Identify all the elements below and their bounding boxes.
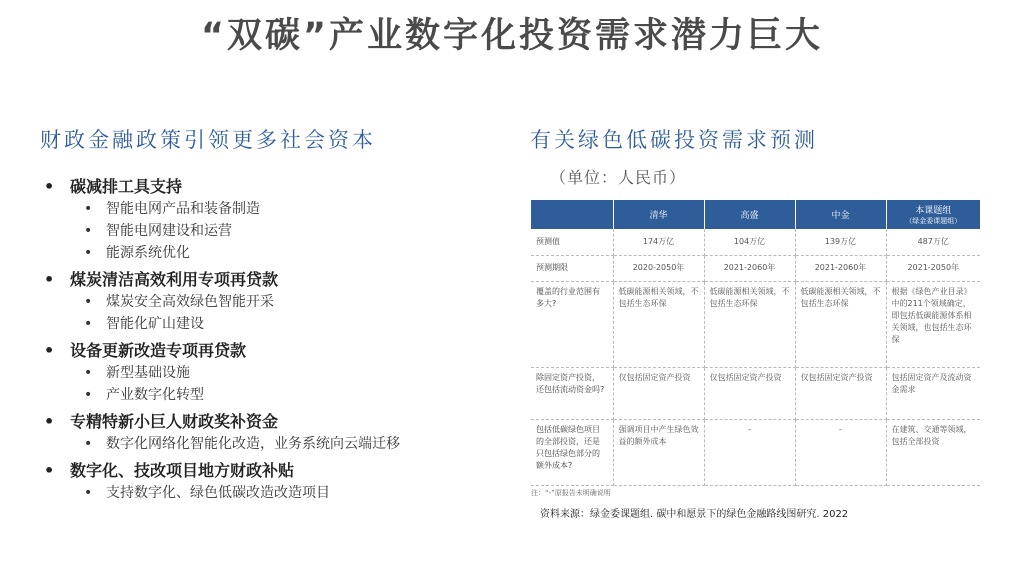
table-cell: - xyxy=(795,419,886,485)
investment-forecast-table xyxy=(531,200,980,486)
table-header-cell: 高盛 xyxy=(704,200,795,229)
table-cell: 包括固定资产及流动资金需求 xyxy=(886,367,980,419)
table-cell: 低碳能源相关领域，不包括生态环保 xyxy=(704,281,795,367)
header-sub-label: （绿金委课题组） xyxy=(905,217,962,225)
table-header-cell xyxy=(531,200,613,229)
row-header-cell: 预测值 xyxy=(531,229,613,255)
table-cell: 低碳能源相关领域，不包括生态环保 xyxy=(613,281,704,367)
bullet-group-label: • 碳减排工具支持 xyxy=(44,175,494,198)
table-cell: 仅包括固定资产投资 xyxy=(613,367,704,419)
table-cell: 2021-2060年 xyxy=(704,255,795,281)
table-header-row xyxy=(531,200,980,229)
table-row xyxy=(531,255,980,281)
table-cell: 104万亿 xyxy=(704,229,795,255)
table-cell: 487万亿 xyxy=(886,229,980,255)
table-cell: 根据《绿色产业目录》中的211个领域确定，即包括低碳能源体系相关领域，也包括生态环保 xyxy=(886,281,980,367)
table-cell: 在建筑、交通等领域，包括全部投资 xyxy=(886,419,980,485)
bullet-group-label: • 专精特新小巨人财政奖补资金 xyxy=(44,410,494,433)
row-header-cell: 除固定资产投资，还包括流动资金吗? xyxy=(531,367,613,419)
bullet-sub-item: • 支持数字化、绿色低碳改造改造项目 xyxy=(44,482,494,504)
table-cell: - xyxy=(704,419,795,485)
table-cell: 仅包括固定资产投资 xyxy=(795,367,886,419)
table-header-cell: 中金 xyxy=(795,200,886,229)
table-cell: 174万亿 xyxy=(613,229,704,255)
source-citation: 资料来源：绿金委课题组. 碳中和愿景下的绿色金融路线图研究. 2022 xyxy=(540,509,849,520)
row-header-cell: 预测期限 xyxy=(531,255,613,281)
row-header-cell: 覆盖的行业范围有多大? xyxy=(531,281,613,367)
unit-label: （单位：人民币） xyxy=(550,168,687,187)
table-row xyxy=(531,229,980,255)
table-header-cell xyxy=(886,200,980,229)
row-header-cell: 包括低碳绿色项目的全部投资，还是只包括绿色部分的额外成本? xyxy=(531,419,613,485)
table-cell: 2021-2050年 xyxy=(886,255,980,281)
bullet-group-label: • 煤炭清洁高效利用专项再贷款 xyxy=(44,268,494,291)
table-cell: 139万亿 xyxy=(795,229,886,255)
table-cell: 强调项目中产生绿色效益的额外成本 xyxy=(613,419,704,485)
table-row xyxy=(531,281,980,367)
bullet-sub-item: • 智能电网产品和装备制造 xyxy=(44,198,494,220)
bullet-sub-item: • 煤炭安全高效绿色智能开采 xyxy=(44,291,494,313)
right-section-heading: 有关绿色低碳投资需求预测 xyxy=(530,128,818,152)
header-main-label: 本课题组 xyxy=(915,206,952,216)
bullet-sub-item: • 智能电网建设和运营 xyxy=(44,220,494,242)
policy-bullet-list xyxy=(44,175,494,504)
table-row xyxy=(531,367,980,419)
bullet-sub-item: • 智能化矿山建设 xyxy=(44,313,494,335)
bullet-group-label: • 数字化、技改项目地方财政补贴 xyxy=(44,459,494,482)
table-cell: 2021-2060年 xyxy=(795,255,886,281)
bullet-sub-item: • 产业数字化转型 xyxy=(44,384,494,406)
bullet-sub-item: • 新型基础设施 xyxy=(44,362,494,384)
table-cell: 低碳能源相关领域，不包括生态环保 xyxy=(795,281,886,367)
bullet-group-label: • 设备更新改造专项再贷款 xyxy=(44,339,494,362)
table-footnote: 注：“-”原报告未明确说明 xyxy=(531,489,611,497)
bullet-sub-item: • 数字化网络化智能化改造，业务系统向云端迁移 xyxy=(44,433,494,455)
table-header-cell: 清华 xyxy=(613,200,704,229)
left-section-heading: 财政金融政策引领更多社会资本 xyxy=(40,128,376,152)
table-row xyxy=(531,419,980,485)
page-title: “双碳”产业数字化投资需求潜力巨大 xyxy=(200,16,823,56)
table-cell: 仅包括固定资产投资 xyxy=(704,367,795,419)
table-cell: 2020-2050年 xyxy=(613,255,704,281)
bullet-sub-item: • 能源系统优化 xyxy=(44,242,494,264)
